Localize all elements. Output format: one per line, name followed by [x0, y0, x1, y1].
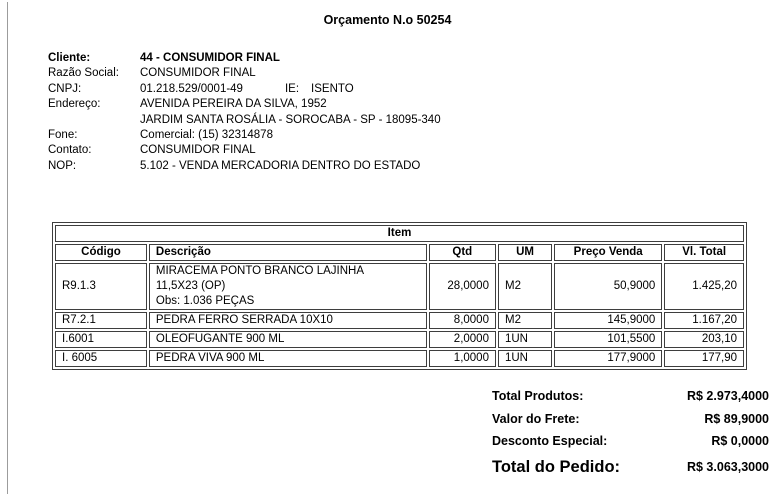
cell-descricao [149, 263, 427, 310]
valor-frete-row [492, 412, 769, 435]
client-label: Cliente: [48, 52, 91, 64]
valor-frete-label: Valor do Frete: [492, 411, 580, 426]
cell-descricao: PEDRA FERRO SERRADA 10X10 [149, 312, 427, 329]
ie-value: ISENTO [311, 82, 354, 95]
client-label [48, 113, 140, 128]
client-row-nop [48, 159, 441, 174]
cell-codigo: I.6001 [55, 331, 147, 348]
page-left-border-line [7, 2, 8, 494]
client-value: 01.218.529/0001-49 [140, 82, 243, 95]
cell-descricao: OLEOFUGANTE 900 ML [149, 331, 427, 348]
cell-qtd: 1,0000 [429, 350, 496, 367]
total-produtos-label: Total Produtos: [492, 389, 584, 403]
client-label: Endereço: [48, 98, 101, 111]
cell-codigo: R7.2.1 [55, 312, 147, 329]
client-value: 5.102 - VENDA MERCADORIA DENTRO DO ESTADO [140, 159, 421, 172]
column-header-codigo: Código [55, 244, 147, 261]
client-label: Contato: [48, 144, 92, 157]
client-row-endereco [48, 97, 441, 112]
table-row [55, 312, 744, 329]
cell-um: M2 [498, 312, 552, 329]
client-row-razao-social [48, 66, 441, 81]
totals-block [492, 389, 769, 477]
cell-preco-venda: 145,9000 [554, 312, 662, 329]
total-produtos-value: R$ 2.973,4000 [686, 389, 769, 403]
client-row-cnpj [48, 82, 441, 97]
total-pedido-row [492, 458, 769, 477]
client-value: JARDIM SANTA ROSÁLIA - SOROCABA - SP - 18095-340 [140, 113, 441, 126]
client-label: Fone: [48, 129, 78, 142]
client-row-endereco-line2 [48, 113, 441, 128]
cell-vl-total: 203,10 [664, 331, 744, 348]
cell-qtd: 28,0000 [429, 263, 496, 310]
desconto-especial-value: R$ 0,0000 [711, 434, 769, 448]
cell-descricao: PEDRA VIVA 900 ML [149, 350, 427, 367]
ie-label: IE: [284, 82, 300, 95]
desconto-especial-row [492, 434, 769, 457]
client-value: 44 - CONSUMIDOR FINAL [140, 52, 280, 64]
client-row-cliente [48, 51, 441, 66]
descricao-line: 11,5X23 (OP) [155, 280, 226, 292]
cell-um: 1UN [498, 331, 552, 348]
cell-qtd: 2,0000 [429, 331, 496, 348]
cell-qtd: 8,0000 [429, 312, 496, 329]
client-label: CNPJ: [48, 82, 82, 95]
client-row-contato [48, 143, 441, 158]
client-value: AVENIDA PEREIRA DA SILVA, 1952 [140, 98, 327, 111]
valor-frete-value: R$ 89,9000 [704, 411, 769, 426]
descricao-line: MIRACEMA PONTO BRANCO LAJINHA [155, 265, 364, 277]
client-label: NOP: [48, 159, 77, 172]
desconto-especial-label: Desconto Especial: [492, 434, 608, 448]
column-header-preco-venda: Preço Venda [554, 244, 662, 261]
client-value: CONSUMIDOR FINAL [140, 67, 256, 80]
total-produtos-row [492, 389, 769, 412]
total-pedido-label: Total do Pedido: [492, 457, 621, 476]
client-value: CONSUMIDOR FINAL [140, 144, 256, 157]
cell-codigo: R9.1.3 [55, 263, 147, 310]
table-row [55, 263, 744, 310]
cell-um: 1UN [498, 350, 552, 367]
cell-vl-total: 1.167,20 [664, 312, 744, 329]
cell-preco-venda: 177,9000 [554, 350, 662, 367]
client-row-fone [48, 128, 441, 143]
client-info-block [48, 51, 441, 174]
column-header-qtd: Qtd [429, 244, 496, 261]
column-header-vl-total: Vl. Total [664, 244, 744, 261]
column-header-descricao: Descrição [149, 244, 427, 261]
items-table [52, 222, 747, 370]
cell-preco-venda: 101,5500 [554, 331, 662, 348]
cell-um: M2 [498, 263, 552, 310]
client-value: Comercial: (15) 32314878 [140, 129, 273, 142]
client-label: Razão Social: [48, 67, 119, 80]
cell-vl-total: 1.425,20 [664, 263, 744, 310]
table-row [55, 350, 744, 367]
cell-preco-venda: 50,9000 [554, 263, 662, 310]
items-group-header: Item [55, 225, 744, 242]
cell-codigo: I. 6005 [55, 350, 147, 367]
document-title: Orçamento N.o 50254 [323, 13, 452, 27]
column-header-um: UM [498, 244, 552, 261]
items-group-header-row [55, 225, 744, 242]
total-pedido-value: R$ 3.063,3000 [686, 460, 769, 474]
table-row [55, 331, 744, 348]
descricao-line: Obs: 1.036 PEÇAS [155, 295, 255, 307]
items-column-header-row [55, 244, 744, 261]
cell-vl-total: 177,90 [664, 350, 744, 367]
